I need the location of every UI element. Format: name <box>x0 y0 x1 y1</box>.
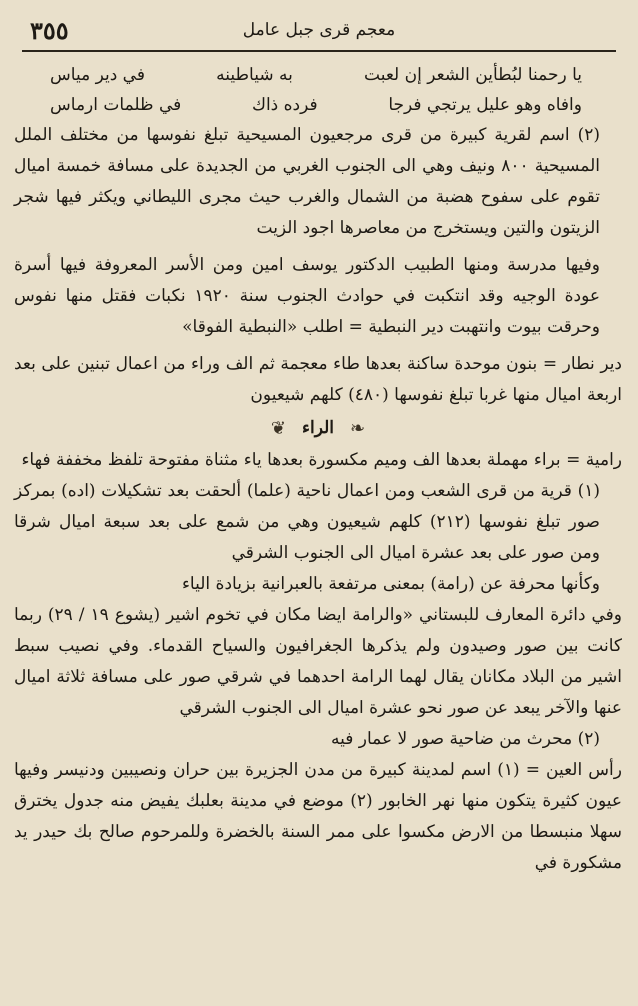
entry-paragraph: وكأنها محرفة عن (رامة) بمعنى مرتفعة بالعبرانية بزيادة الياء <box>181 574 600 594</box>
entry-paragraph: رامية = براء مهملة بعدها الف وميم مكسورة بعدها ياء مثناة مفتوحة تلفظ مخففة فهاء <box>21 450 622 470</box>
poem-line <box>14 60 622 90</box>
poem-line <box>14 90 622 120</box>
page-body <box>14 60 622 879</box>
entry-paragraph: (١) قرية من قرى الشعب ومن اعمال ناحية (علما) ألحقت بعد تشكيلات (اده) بمركز صور تبلغ نفوسها (٢١٢) كلهم شيعيون وهي من شمع على بعد سبعة اميال شرقا ومن صور على بعد عشرة اميال الى الجنوب الشرقي <box>14 481 600 563</box>
section-heading <box>14 411 622 445</box>
paragraph: دير نطار = بنون موحدة ساكنة بعدها طاء معجمة ثم الف وراء من اعمال تبنين على بعد اربعة اميال منها غربا تبلغ نفوسها (٤٨٠) كلهم شيعيون <box>14 354 622 405</box>
section-title: الراء <box>302 418 334 438</box>
hemistich-second: في دير مياس <box>50 65 145 85</box>
hemistich-first: وافاه وهو عليل يرتجي فرجا <box>388 95 582 115</box>
entry-paragraph: (٢) محرث من ضاحية صور لا عمار فيه <box>331 729 600 749</box>
paragraph: (٢) اسم لقرية كبيرة من قرى مرجعيون المسيحية تبلغ نفوسها من مختلف الملل المسيحية ٨٠٠ ونيف وهي الى الجنوب الغربي من الجديدة على مسافة خمسة اميال تقوم على سفوح هضبة من الشمال والغرب حيث مجرى الليطاني ويكثر فيها شجر الزيتون والتين ويستخرج من معاصرها اجود الزيت <box>14 125 600 238</box>
entry-paragraph: رأس العين = (١) اسم لمدينة كبيرة من مدن الجزيرة بين حران ونصيبين ودنيسر وفيها عيون كثيرة يتكون منها نهر الخابور (٢) موضع في مدينة بعلبك يفيض منه جدول يخترق سهلا منبسطا من الارض مكسوا على ممر السنة بالخضرة وللمرحوم صالح بك حيدر يد مشكورة في <box>14 760 623 873</box>
page-header <box>22 14 616 52</box>
entry-paragraph: وفي دائرة المعارف للبستاني «والرامة ايضا مكان في تخوم اشير (يشوع ١٩ / ٢٩) ربما كانت بين صور وصيدون ولم يذكرها الجغرافيون والسياح القدماء. وفي نصيب سبط اشير من البلاد مكانان يقال لهما الرامة احدهما في شرقي صور على مسافة ثلاثة اميال عنها والآخر يبعد عن صور نحو عشرة اميال الى الجنوب الشرقي <box>14 605 622 718</box>
hemistich-first: يا رحمنا لبُطأين الشعر إن لعبت <box>364 65 582 85</box>
right-ornament-icon: ❦ <box>270 417 286 439</box>
hemistich-middle: فرده ذاك <box>251 95 318 115</box>
hemistich-middle: به شياطينه <box>216 65 293 85</box>
left-ornament-icon: ❧ <box>350 417 366 439</box>
hemistich-second: في ظلمات ارماس <box>50 95 182 115</box>
running-title: معجم قرى جبل عامل <box>242 20 396 40</box>
paragraph: وفيها مدرسة ومنها الطبيب الدكتور يوسف امين ومن الأسر المعروفة فيها أسرة عودة الوجيه وقد انتكبت في حوادث الجنوب سنة ١٩٢٠ نكبات فقتل منها نفوس وحرقت بيوت وانتهبت دير النبطية = اطلب «النبطية الفوقا» <box>14 255 600 337</box>
page-number: ٣٥٥ <box>30 16 69 45</box>
